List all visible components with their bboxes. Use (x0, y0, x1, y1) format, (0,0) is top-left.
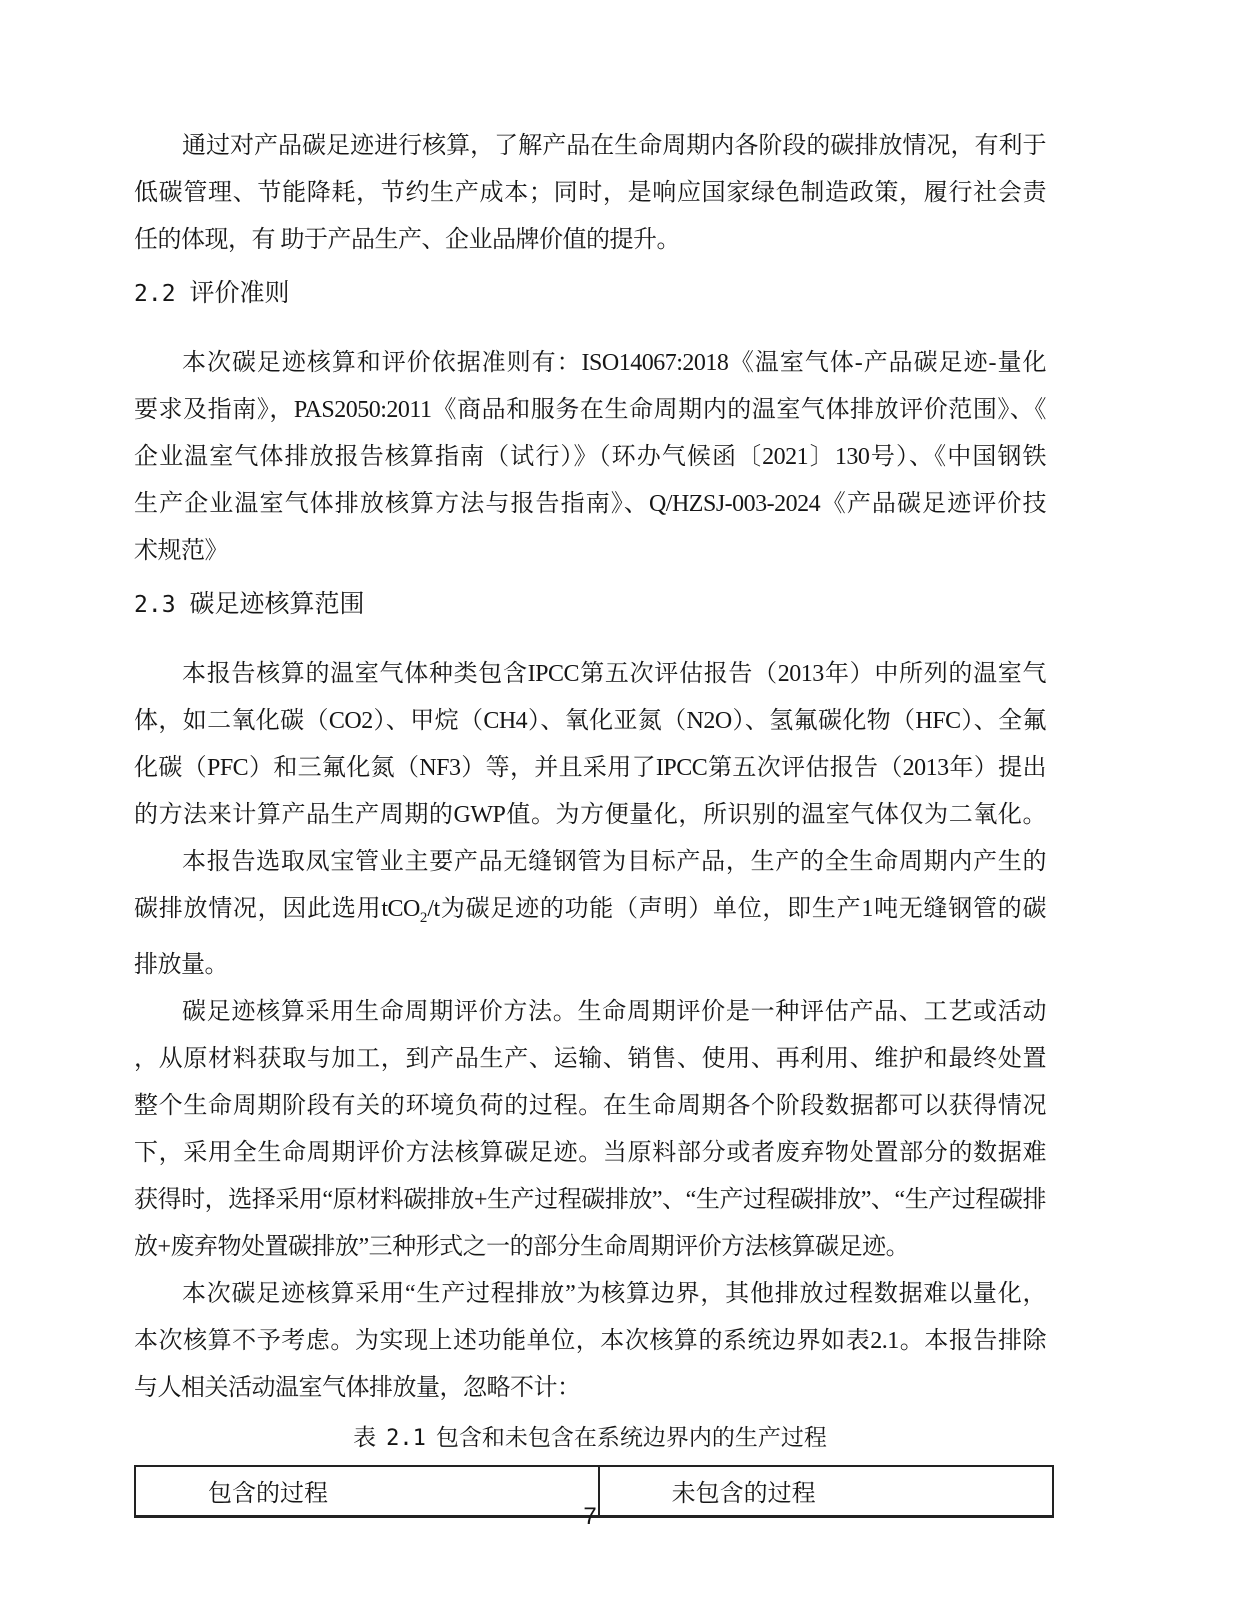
section-number: 2.2 (134, 281, 176, 307)
paragraph (134, 839, 1046, 989)
text-line: 体，如二氧化碳（CO2）、甲烷（CH4）、氧化亚氮（N2O）、氢氟碳化物（HFC）、全氟 (134, 708, 1046, 734)
text-line: 本次碳足迹核算和评价依据准则有：ISO14067:2018《温室气体-产品碳足迹-量化 (182, 350, 1046, 376)
text-line: 碳足迹核算采用生命周期评价方法。生命周期评价是一种评估产品、工艺或活动 (182, 999, 1046, 1025)
section-number: 2.3 (134, 592, 176, 618)
text-line: 本次碳足迹核算采用“生产过程排放”为核算边界，其他排放过程数据难以量化， (182, 1281, 1046, 1307)
paragraph (134, 123, 1046, 264)
section-heading (134, 581, 1046, 629)
table-caption-number: 2.1 (386, 1426, 426, 1451)
text-line: 任的体现，有 助于产品生产、企业品牌价值的提升。 (134, 227, 680, 253)
table-caption-title: 包含和未包含在系统边界内的生产过程 (435, 1425, 827, 1450)
text-line: 与人相关活动温室气体排放量，忽略不计： (134, 1375, 581, 1401)
text-line: 企业温室气体排放报告核算指南（试行）》（环办气候函〔2021〕130号）、《中国钢铁 (134, 444, 1046, 470)
text-line: 术规范》 (134, 538, 228, 564)
text-line: 本报告选取凤宝管业主要产品无缝钢管为目标产品，生产的全生命周期内产生的 (182, 849, 1046, 875)
text-line: 生产企业温室气体排放核算方法与报告指南》、Q/HZSJ-003-2024《产品碳足迹评价技 (134, 491, 1046, 517)
paragraph-flow (134, 123, 1046, 1412)
table-caption (134, 1414, 1046, 1462)
text-line: 低碳管理、节能降耗，节约生产成本；同时，是响应国家绿色制造政策，履行社会责 (134, 180, 1046, 206)
text-line: 排放量。 (134, 952, 228, 978)
table-caption-prefix: 表 (353, 1425, 377, 1450)
text-line: 化碳（PFC）和三氟化氮（NF3）等，并且采用了IPCC第五次评估报告（2013年）提出 (134, 755, 1046, 781)
section-heading (134, 270, 1046, 318)
text-line: 要求及指南》，PAS2050:2011《商品和服务在生命周期内的温室气体排放评价范围》、《 (134, 397, 1046, 423)
text-line: ，从原材料获取与加工，到产品生产、运输、销售、使用、再利用、维护和最终处置 (134, 1046, 1046, 1072)
text-line: 放+废弃物处置碳排放”三种形式之一的部分生命周期评价方法核算碳足迹。 (134, 1234, 910, 1260)
text-line: 整个生命周期阶段有关的环境负荷的过程。在生命周期各个阶段数据都可以获得情况 (134, 1093, 1046, 1119)
paragraph (134, 651, 1046, 839)
section-title: 评价准则 (189, 280, 290, 307)
text-line: 本次核算不予考虑。为实现上述功能单位，本次核算的系统边界如表2.1。本报告排除 (134, 1328, 1046, 1354)
document-body (134, 123, 1046, 1518)
text-line: 的方法来计算产品生产周期的GWP值。为方便量化，所识别的温室气体仅为二氧化。 (134, 802, 1046, 828)
text-line: 本报告核算的温室气体种类包含IPCC第五次评估报告（2013年）中所列的温室气 (182, 661, 1046, 687)
section-title: 碳足迹核算范围 (189, 591, 365, 618)
text-line: 获得时，选择采用“原材料碳排放+生产过程碳排放”、“生产过程碳排放”、“生产过程碳排 (134, 1187, 1046, 1213)
text-line: 通过对产品碳足迹进行核算，了解产品在生命周期内各阶段的碳排放情况，有利于 (182, 133, 1046, 159)
text-line: 碳排放情况，因此选用tCO$_2$/t为碳足迹的功能（声明）单位，即生产1吨无缝钢管的碳 (134, 896, 1046, 926)
text-line: 下，采用全生命周期评价方法核算碳足迹。当原料部分或者废弃物处置部分的数据难 (134, 1140, 1046, 1166)
included-processes-header-cell: 包含的过程 (135, 1466, 599, 1516)
excluded-processes-header-cell: 未包含的过程 (599, 1466, 1053, 1516)
page-number: 7 (583, 1503, 597, 1530)
paragraph (134, 1271, 1046, 1412)
paragraph (134, 989, 1046, 1271)
paragraph (134, 340, 1046, 575)
